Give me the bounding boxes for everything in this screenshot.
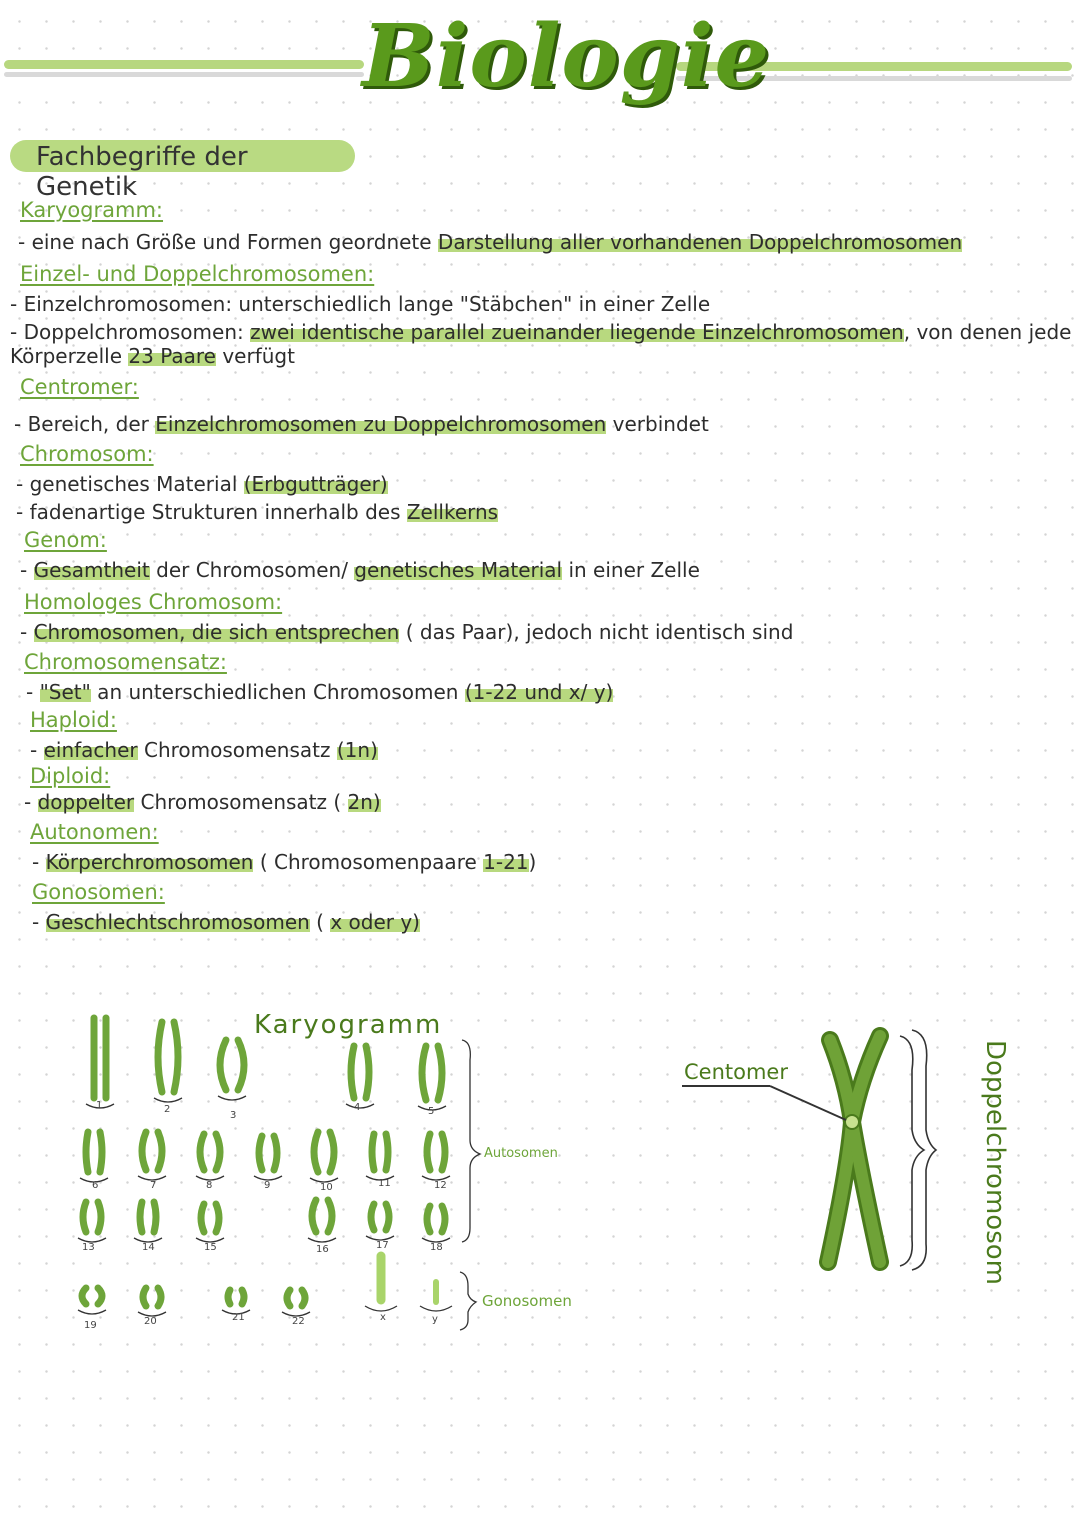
chromosome-brace (154, 1098, 182, 1102)
chromosome-number: 1 (96, 1100, 103, 1111)
chromosome-mark (422, 1046, 426, 1100)
chromosome-mark (154, 1202, 156, 1232)
chromosome-number: 5 (428, 1106, 435, 1117)
chromosome-number: 3 (230, 1110, 237, 1121)
highlighted-text: (1-22 und x/ y) (464, 680, 614, 704)
chromosome-brace (308, 1238, 336, 1242)
text-segment: - (20, 620, 34, 644)
chromosome-number: 18 (430, 1242, 443, 1253)
chromosome-mark (259, 1136, 262, 1170)
term-heading: Chromosomensatz: (24, 650, 227, 674)
chromosome-mark (302, 1290, 305, 1306)
highlighted-text: Gesamtheit (33, 558, 150, 582)
chromosome-number: 11 (378, 1178, 391, 1189)
chromosome-mark (143, 1288, 146, 1306)
chromosome-number: 8 (206, 1180, 213, 1191)
centromere-dot (845, 1115, 859, 1129)
chromosome-brace (365, 1306, 397, 1311)
gonosomes-label: Gonosomen (482, 1292, 572, 1310)
chromosome-number: 6 (92, 1180, 99, 1191)
chromosome-number: 2 (164, 1104, 171, 1115)
chromosome-mark (100, 1132, 102, 1172)
term-heading: Chromosom: (20, 442, 154, 466)
autosomes-label: Autosomen (484, 1146, 558, 1161)
chromosome-mark (386, 1134, 388, 1170)
chromosome-number: 4 (354, 1102, 361, 1113)
term-heading: Autonomen: (30, 820, 159, 844)
text-segment: Chromosomensatz ( (134, 790, 348, 814)
text-segment: - (32, 850, 46, 874)
chromosome-mark (86, 1132, 88, 1172)
highlighted-text: Zellkerns (406, 500, 499, 524)
chromosome-mark (83, 1202, 86, 1232)
text-segment: verbindet (606, 412, 709, 436)
highlighted-text: (Erbgutträger) (243, 472, 388, 496)
text-segment: , von denen jede (903, 320, 1072, 344)
text-segment: - genetisches Material (16, 472, 244, 496)
highlighted-text: 1-21 (483, 850, 529, 874)
chromosome-number: 20 (144, 1316, 157, 1327)
chromosome-number: 16 (316, 1244, 329, 1255)
chromosome-mark (442, 1206, 445, 1232)
chromosome-mark (312, 1200, 316, 1232)
chromosome-number: 14 (142, 1242, 155, 1253)
highlighted-text: zwei identische parallel zueinander liegende Einzelchromosomen (250, 320, 904, 344)
text-segment: ( (309, 910, 331, 934)
text-segment: - Doppelchromosomen: (10, 320, 251, 344)
doppelchromosom-brace (900, 1036, 924, 1266)
text-segment: - Einzelchromosomen: unterschiedlich lange "Stäbchen" in einer Zelle (10, 292, 711, 316)
chromosome-mark (238, 1040, 244, 1090)
text-segment: ( Chromosomenpaare (253, 850, 484, 874)
chromosome-brace (218, 1096, 246, 1100)
term-heading: Gonosomen: (32, 880, 165, 904)
chromosome-number: 12 (434, 1180, 447, 1191)
text-segment: an unterschiedlichen Chromosomen (90, 680, 465, 704)
term-heading: Centromer: (20, 375, 139, 399)
chromosome-mark (158, 1288, 161, 1306)
text-segment: ) (528, 850, 537, 874)
gonosomes-brace (460, 1272, 476, 1330)
chromosome-mark (142, 1132, 146, 1170)
chromosome-mark (220, 1040, 226, 1090)
text-segment: der Chromosomen/ (149, 558, 355, 582)
term-heading: Diploid: (30, 764, 111, 788)
chromosome-number: 22 (292, 1316, 305, 1327)
chromosome-mark (438, 1046, 442, 1100)
chromosome-mark (200, 1134, 204, 1170)
text-segment: - eine nach Größe und Formen geordnete (18, 230, 438, 254)
chromosome-mark (442, 1134, 445, 1170)
chromosome-mark (242, 1290, 244, 1304)
chromosome-mark (328, 1200, 332, 1232)
highlighted-text: 2n) (347, 790, 381, 814)
highlighted-text: Geschlechtschromosomen (45, 910, 310, 934)
doppelchromosom-label: Doppelchromosom (980, 1040, 1010, 1285)
chromosome-number: 7 (150, 1180, 157, 1191)
text-segment: in einer Zelle (562, 558, 700, 582)
chromosome-number: 19 (84, 1320, 97, 1331)
chromosome-brace (78, 1310, 106, 1314)
chromosome-mark (174, 1022, 178, 1092)
text-segment: - fadenartige Strukturen innerhalb des (16, 500, 407, 524)
chromosome-mark (158, 1022, 162, 1092)
chromosome-number: 15 (204, 1242, 217, 1253)
text-segment: - (20, 558, 34, 582)
text-segment: - (30, 738, 44, 762)
chromosome-number: 17 (376, 1240, 389, 1251)
chromosome-mark (371, 1204, 374, 1230)
chromosome-mark (314, 1132, 318, 1172)
section-title: Fachbegriffe der Genetik (36, 142, 248, 202)
highlighted-text: doppelter (37, 790, 135, 814)
centromer-label: Centomer (684, 1060, 788, 1084)
highlighted-text: Einzelchromosomen zu Doppelchromosomen (155, 412, 607, 436)
chromosome-number: 13 (82, 1242, 95, 1253)
chromosome-mark (386, 1204, 389, 1230)
chromosome-mark (140, 1202, 142, 1232)
karyogram-title: Karyogramm (254, 1010, 443, 1040)
chromosome-number: 9 (264, 1180, 271, 1191)
page-title: Biologie (362, 6, 771, 107)
text-segment: ( das Paar), jedoch nicht identisch sind (399, 620, 794, 644)
chromosome-mark (351, 1046, 354, 1098)
text-segment: Körperzelle (10, 344, 129, 368)
term-heading: Homologes Chromosom: (24, 590, 283, 614)
highlighted-text: Chromosomen, die sich entsprechen (33, 620, 400, 644)
highlighted-text: "Set" (39, 680, 91, 704)
chromosome-mark (98, 1288, 102, 1304)
chromosome-mark (82, 1288, 86, 1304)
text-segment: - Bereich, der (14, 412, 156, 436)
chromosome-mark (274, 1136, 277, 1170)
chromosome-number: 10 (320, 1182, 333, 1193)
highlighted-text: Körperchromosomen (45, 850, 254, 874)
text-segment: Chromosomensatz (137, 738, 337, 762)
chromosome-number: 21 (232, 1312, 245, 1323)
highlighted-text: (1n) (336, 738, 378, 762)
highlighted-text: 23 Paare (128, 344, 216, 368)
chromosome-number: x (380, 1312, 386, 1323)
autosomes-brace (462, 1040, 480, 1242)
text-segment: - (26, 680, 40, 704)
highlighted-text: x oder y) (330, 910, 420, 934)
chromosome-mark (201, 1204, 204, 1232)
chromosome-mark (427, 1134, 430, 1170)
chromosome-mark (216, 1134, 220, 1170)
text-segment: verfügt (215, 344, 295, 368)
term-heading: Genom: (24, 528, 107, 552)
chromosome-mark (427, 1206, 430, 1232)
chromosome-mark (216, 1204, 219, 1232)
highlighted-text: genetisches Material (354, 558, 563, 582)
chromosome-mark (228, 1290, 230, 1304)
term-heading: Einzel- und Doppelchromosomen: (20, 262, 375, 286)
highlighted-text: Darstellung aller vorhandenen Doppelchromosomen (437, 230, 963, 254)
chromosome-mark (158, 1132, 162, 1170)
text-segment: - (24, 790, 38, 814)
highlighted-text: einfacher (43, 738, 138, 762)
term-heading: Haploid: (30, 708, 117, 732)
term-heading: Karyogramm: (20, 198, 164, 222)
chromosome-mark (372, 1134, 374, 1170)
chromosome-mark (287, 1290, 290, 1306)
centromer-pointer (770, 1086, 846, 1120)
chromosome-brace (420, 1306, 452, 1311)
chromosome-mark (330, 1132, 334, 1172)
chromosome-number: y (432, 1314, 438, 1325)
chromosome-mark (366, 1046, 369, 1098)
chromosome-mark (98, 1202, 101, 1232)
text-segment: - (32, 910, 46, 934)
